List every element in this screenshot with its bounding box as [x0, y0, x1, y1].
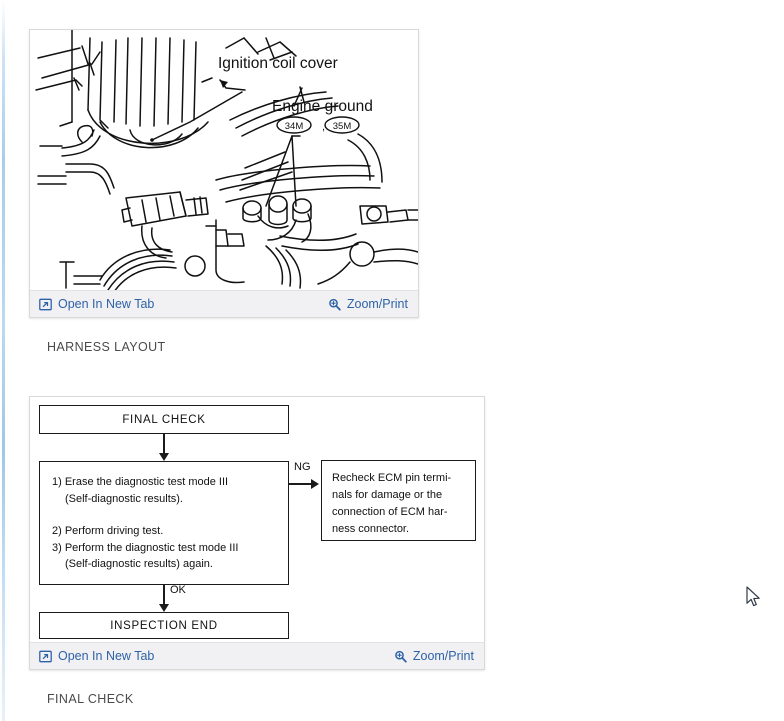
open-in-new-tab-button[interactable] [39, 298, 154, 311]
steps-spacer [52, 507, 278, 523]
open-in-new-tab-label: Open In New Tab [58, 296, 155, 311]
flowchart-arrow-steps-to-ng [311, 479, 319, 489]
step-3-line-2: (Self-diagnostic results) again. [65, 558, 213, 570]
figure-card-final-check [29, 396, 485, 670]
zoom-print-button[interactable] [328, 298, 408, 311]
flowchart-label-ng: NG [294, 461, 311, 473]
flowchart-arrow-steps-to-end [159, 604, 169, 612]
figure-caption-final-check: FINAL CHECK [47, 692, 134, 706]
flowchart-arrow-title-to-steps [159, 453, 169, 461]
magnifier-icon [394, 650, 407, 663]
flowchart-box-steps [39, 461, 289, 585]
left-edge-accent-strip [2, 0, 5, 721]
figure-image-final-check[interactable] [30, 397, 484, 642]
recheck-line-4: ness connector. [332, 523, 410, 535]
figure-toolbar-harness-layout [30, 290, 418, 317]
figure-toolbar-final-check [30, 642, 484, 669]
step-1-line-1: 1) Erase the diagnostic test mode III [52, 476, 229, 488]
step-2: 2) Perform driving test. [52, 525, 164, 537]
svg-text:34M: 34M [284, 121, 304, 132]
zoom-print-label: Zoom/Print [412, 648, 474, 663]
flowchart-box-inspection-end: INSPECTION END [39, 612, 289, 639]
zoom-print-label: Zoom/Print [346, 296, 408, 311]
annotation-engine-ground: Engine ground [272, 98, 373, 115]
annotation-ignition-coil-cover: Ignition coil cover [218, 55, 338, 72]
open-in-new-tab-label: Open In New Tab [58, 648, 155, 663]
open-in-new-window-icon [39, 650, 52, 663]
open-in-new-window-icon [39, 298, 52, 311]
flowchart-box-final-check: FINAL CHECK [39, 405, 289, 434]
step-1-line-2: (Self-diagnostic results). [65, 492, 183, 505]
figure-image-harness-layout[interactable] [30, 30, 418, 290]
recheck-line-2: nals for damage or the [332, 489, 443, 501]
recheck-line-1: Recheck ECM pin termi- [332, 472, 452, 484]
open-in-new-tab-button[interactable] [39, 650, 154, 663]
flowchart-label-ok: OK [170, 584, 186, 596]
recheck-line-3: connection of ECM har- [332, 506, 448, 518]
flowchart-connector-steps-to-ng [289, 483, 313, 485]
figure-caption-harness-layout: HARNESS LAYOUT [47, 340, 166, 354]
magnifier-icon [328, 298, 341, 311]
flowchart-box-recheck-ecm [321, 460, 476, 541]
zoom-print-button[interactable] [394, 650, 474, 663]
arrow-cursor [746, 586, 762, 613]
connector-tag-separator: , [322, 121, 326, 133]
svg-text:35M: 35M [332, 121, 352, 132]
harness-layout-line-drawing [30, 30, 418, 290]
figure-card-harness-layout [29, 29, 419, 318]
step-3-line-1: 3) Perform the diagnostic test mode III [52, 541, 239, 554]
